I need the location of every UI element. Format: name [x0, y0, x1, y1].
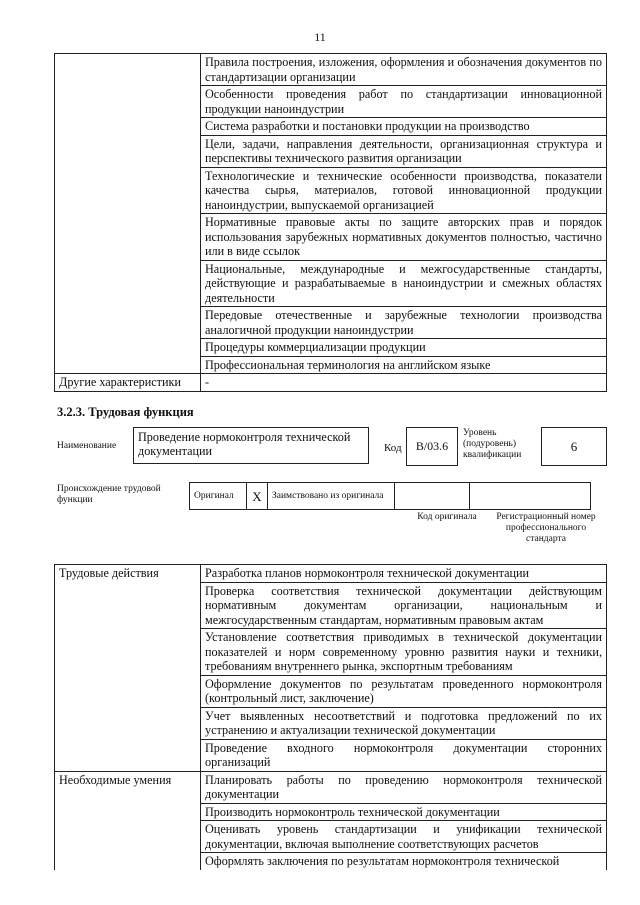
- knowledge-item: Система разработки и постановки продукции на производство: [201, 118, 607, 136]
- knowledge-item: Технологические и технические особенности производства, показатели качества сырья, материалов, готовой инновационной продукции наноиндустрии, выпускаемой организацией: [201, 167, 607, 214]
- other-characteristics-label: Другие характеристики: [55, 374, 201, 392]
- labor-actions-label: Трудовые действия: [55, 565, 201, 772]
- labor-action-item: Учет выявленных несоответствий и подготовка предложений по их устранению и актуализации технической документации: [201, 707, 607, 739]
- code-label: Код: [384, 442, 402, 454]
- original-mark: X: [247, 483, 268, 510]
- knowledge-item: Нормативные правовые акты по защите авторских прав и порядок использования зарубежных нормативных документов полностью, частично или в виде ссылок: [201, 214, 607, 261]
- qualification-level-box: 6: [541, 427, 607, 466]
- qualification-level-label: Уровень (подуровень) квалификации: [463, 428, 522, 460]
- labor-action-item: Оформление документов по результатам проведенного нормоконтроля (контрольный лист, заключение): [201, 675, 607, 707]
- skill-item: Планировать работы по проведению нормоконтроля технической документации: [201, 771, 607, 803]
- original-label: Оригинал: [190, 483, 247, 510]
- function-code-box: B/03.6: [406, 427, 458, 466]
- labor-action-item: Разработка планов нормоконтроля технической документации: [201, 565, 607, 583]
- knowledge-item: Особенности проведения работ по стандартизации инновационной продукции наноиндустрии: [201, 86, 607, 118]
- labor-actions-table: [54, 564, 607, 870]
- section-heading: 3.2.3. Трудовая функция: [57, 405, 194, 419]
- origin-code-cell: [395, 483, 470, 510]
- knowledge-item: Национальные, международные и межгосударственные стандарты, действующие и разрабатываемые в наноиндустрии и смежных областях деятельности: [201, 260, 607, 307]
- knowledge-label-cell: [55, 54, 201, 374]
- origin-code-caption: Код оригинала: [417, 512, 477, 522]
- reg-number-caption: Регистрационный номер профессионального стандарта: [496, 512, 596, 544]
- skill-item: Оценивать уровень стандартизации и унификации технической документации, включая выполнение соответствующих расчетов: [201, 821, 607, 853]
- other-characteristics-value: -: [201, 374, 607, 392]
- knowledge-item: Цели, задачи, направления деятельности, организационная структура и перспективы технического развития организации: [201, 135, 607, 167]
- page-number: 11: [314, 30, 326, 44]
- knowledge-item: Передовые отечественные и зарубежные технологии производства аналогичной продукции наноиндустрии: [201, 307, 607, 339]
- labor-action-item: Установление соответствия приводимых в технической документации показателей и норм современному уровню развития науки и техники, требованиям внутреннего рынка, экспортным требованиям: [201, 629, 607, 676]
- knowledge-table: [54, 53, 607, 392]
- knowledge-item: Правила построения, изложения, оформления и обозначения документов по стандартизации организации: [201, 54, 607, 86]
- knowledge-item: Процедуры коммерциализации продукции: [201, 339, 607, 357]
- function-name-box: Проведение нормоконтроля технической документации: [133, 427, 369, 464]
- knowledge-item: Профессиональная терминология на английском языке: [201, 356, 607, 374]
- skill-item: Производить нормоконтроль технической документации: [201, 803, 607, 821]
- skill-item: Оформлять заключения по результатам нормоконтроля технической: [201, 853, 607, 870]
- labor-action-item: Проверка соответствия технической документации действующим нормативным документам организации, национальным и межгосударственным стандартам, нормативным правовым актам: [201, 582, 607, 629]
- labor-action-item: Проведение входного нормоконтроля документации сторонних организаций: [201, 739, 607, 771]
- required-skills-label: Необходимые умения: [55, 771, 201, 870]
- borrowed-label: Заимствовано из оригинала: [268, 483, 395, 510]
- reg-number-cell: [470, 483, 591, 510]
- origin-table: [189, 482, 591, 510]
- origin-label: Происхождение трудовой функции: [57, 484, 161, 505]
- name-label: Наименование: [57, 441, 117, 451]
